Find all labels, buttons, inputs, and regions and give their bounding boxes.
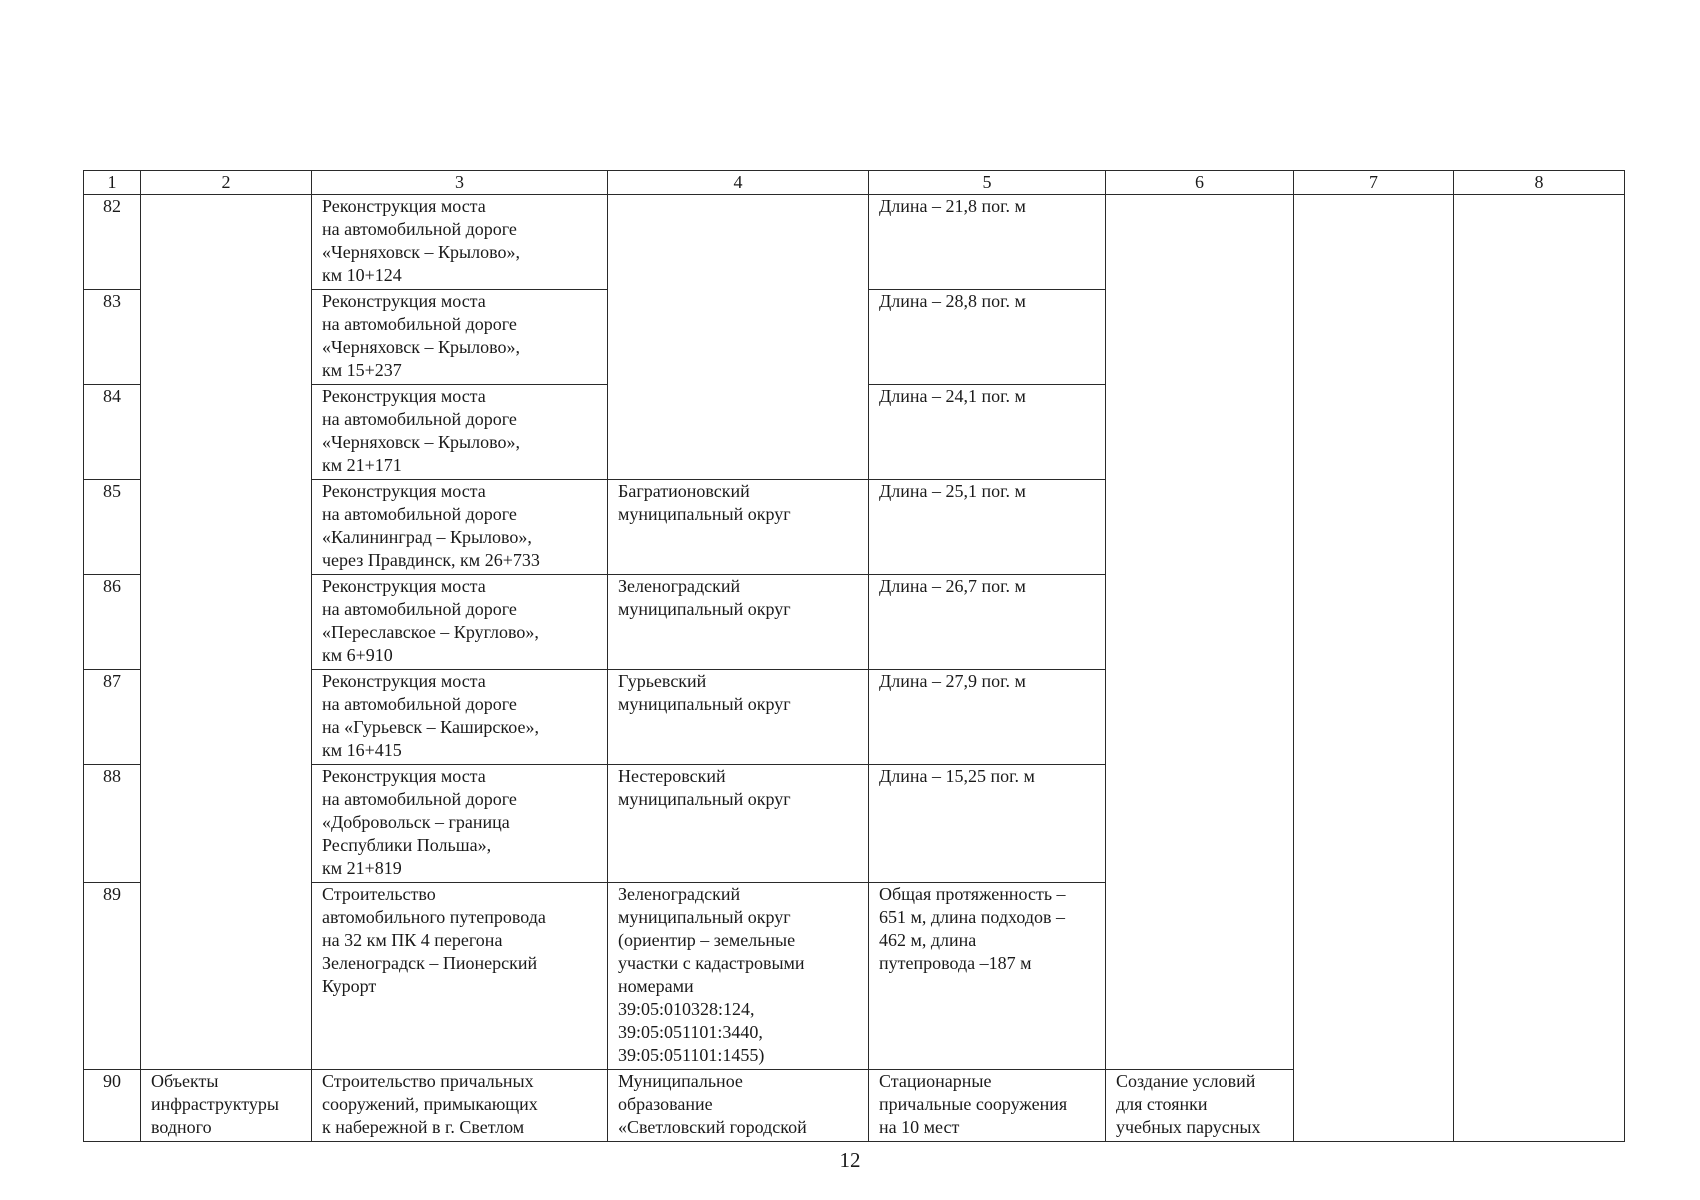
- row-number: 85: [84, 480, 141, 575]
- location-cell: Багратионовский муниципальный округ: [608, 480, 869, 575]
- column-number: 2: [141, 171, 312, 195]
- column-number: 1: [84, 171, 141, 195]
- characteristic-cell: Длина – 28,8 пог. м: [869, 290, 1106, 385]
- row-number: 90: [84, 1070, 141, 1142]
- characteristic-cell: Длина – 26,7 пог. м: [869, 575, 1106, 670]
- location-cell: Гурьевский муниципальный округ: [608, 670, 869, 765]
- row-number: 87: [84, 670, 141, 765]
- characteristic-cell: Длина – 27,9 пог. м: [869, 670, 1106, 765]
- object-name-cell: Реконструкция моста на автомобильной дороге «Калининград – Крылово», через Правдинск, км 26+733: [312, 480, 608, 575]
- row-number: 88: [84, 765, 141, 883]
- location-cell: Нестеровский муниципальный округ: [608, 765, 869, 883]
- characteristic-cell: Общая протяженность – 651 м, длина подходов – 462 м, длина путепровода –187 м: [869, 883, 1106, 1070]
- characteristic-cell: Длина – 15,25 пог. м: [869, 765, 1106, 883]
- object-name-cell: Строительство причальных сооружений, примыкающих к набережной в г. Светлом: [312, 1070, 608, 1142]
- table-row: [84, 195, 1625, 290]
- row-number: 84: [84, 385, 141, 480]
- column-number: 5: [869, 171, 1106, 195]
- object-name-cell: Реконструкция моста на автомобильной дороге «Черняховск – Крылово», км 10+124: [312, 195, 608, 290]
- location-cell: Зеленоградский муниципальный округ: [608, 575, 869, 670]
- row-number: 89: [84, 883, 141, 1070]
- column-number-row: [84, 171, 1625, 195]
- object-type-cell: Объекты инфраструктуры водного: [141, 1070, 312, 1142]
- row-number: 83: [84, 290, 141, 385]
- column-number: 7: [1294, 171, 1454, 195]
- object-name-cell: Реконструкция моста на автомобильной дороге «Черняховск – Крылово», км 15+237: [312, 290, 608, 385]
- objects-table: [83, 170, 1625, 1142]
- characteristic-cell: Длина – 25,1 пог. м: [869, 480, 1106, 575]
- object-name-cell: Реконструкция моста на автомобильной дороге на «Гурьевск – Каширское», км 16+415: [312, 670, 608, 765]
- purpose-cell: [1106, 195, 1294, 1070]
- row-number: 86: [84, 575, 141, 670]
- column-number: 3: [312, 171, 608, 195]
- characteristic-cell: Длина – 24,1 пог. м: [869, 385, 1106, 480]
- column-8-cell: [1454, 195, 1625, 1142]
- location-cell: Муниципальное образование «Светловский городской: [608, 1070, 869, 1142]
- object-name-cell: Реконструкция моста на автомобильной дороге «Добровольск – граница Республики Польша», км 21+819: [312, 765, 608, 883]
- column-number: 8: [1454, 171, 1625, 195]
- object-type-cell: [141, 195, 312, 1070]
- column-number: 6: [1106, 171, 1294, 195]
- object-name-cell: Строительство автомобильного путепровода на 32 км ПК 4 перегона Зеленоградск – Пионерский Курорт: [312, 883, 608, 1070]
- object-name-cell: Реконструкция моста на автомобильной дороге «Черняховск – Крылово», км 21+171: [312, 385, 608, 480]
- object-name-cell: Реконструкция моста на автомобильной дороге «Переславское – Круглово», км 6+910: [312, 575, 608, 670]
- page-number: 12: [839, 1148, 861, 1172]
- column-number: 4: [608, 171, 869, 195]
- purpose-cell: Создание условий для стоянки учебных парусных: [1106, 1070, 1294, 1142]
- characteristic-cell: Длина – 21,8 пог. м: [869, 195, 1106, 290]
- location-cell: [608, 195, 869, 480]
- characteristic-cell: Стационарные причальные сооружения на 10 мест: [869, 1070, 1106, 1142]
- column-7-cell: [1294, 195, 1454, 1142]
- row-number: 82: [84, 195, 141, 290]
- location-cell: Зеленоградский муниципальный округ (ориентир – земельные участки с кадастровыми номерами 39:05:010328:124, 39:05:051101:3440, 39:05:051101:1455): [608, 883, 869, 1070]
